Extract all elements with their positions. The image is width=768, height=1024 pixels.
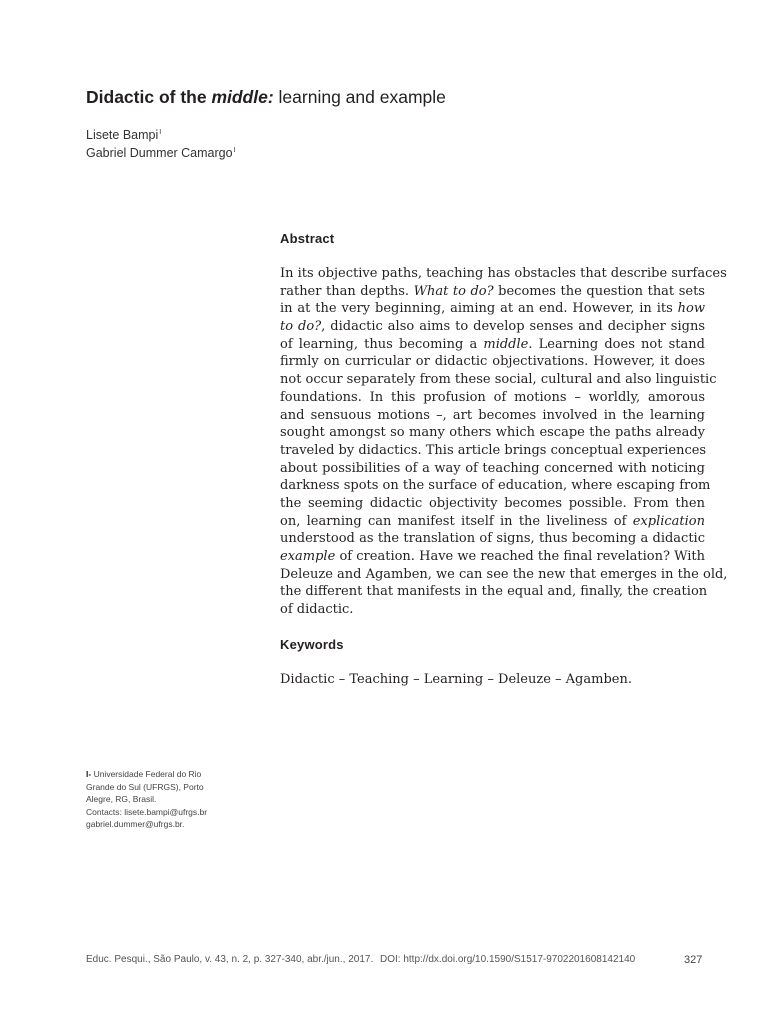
abstract-italic-text: What to do? (413, 283, 494, 299)
abstract-line (280, 495, 705, 513)
author-2 (86, 143, 236, 161)
abstract-text: of didactic. (280, 602, 354, 618)
footnote-line: Contacts: lisete.bampi@ufrgs.br (86, 806, 208, 817)
footnote-line: Alegre, RG, Brasil. (86, 794, 157, 804)
abstract-text: firmly on curricular or didactic objectivations. However, it does (280, 354, 705, 370)
abstract-text: the seeming didactic objectivity becomes possible. From then (280, 495, 705, 511)
footer-doi: DOI: http://dx.doi.org/10.1590/S1517-9702201608142140 (380, 954, 636, 965)
keywords-text: Didactic – Teaching – Learning – Deleuze – Agamben. (280, 672, 632, 687)
abstract-text: . Learning does not stand (528, 336, 705, 352)
abstract-line (280, 424, 705, 442)
affiliation-mark: I (159, 129, 162, 136)
abstract-text: becomes the question that sets (493, 283, 705, 299)
abstract-text: in at the very beginning, aiming at an end. However, in its (280, 301, 678, 317)
abstract-italic-text: explication (632, 513, 705, 529)
affiliation-footnote (86, 768, 226, 831)
abstract-line (280, 477, 711, 495)
title-part-2: middle: (211, 87, 274, 107)
abstract-text: the different that manifests in the equal and, finally, the creation (280, 584, 708, 600)
abstract-line (280, 371, 717, 389)
footer-citation: Educ. Pesqui., São Paulo, v. 43, n. 2, p. 327-340, abr./jun., 2017. (86, 954, 374, 965)
abstract-line (280, 389, 705, 407)
abstract-line (280, 353, 705, 371)
abstract-line (280, 442, 705, 460)
author-1 (86, 125, 161, 143)
abstract-line (280, 566, 728, 584)
footnote-line: Grande do Sul (UFRGS), Porto (86, 781, 204, 792)
abstract-line (280, 300, 705, 318)
keywords-heading: Keywords (280, 637, 344, 652)
abstract-text: not occur separately from these social, cultural and also linguistic (280, 372, 717, 388)
abstract-text: understood as the translation of signs, thus becoming a didactic (280, 531, 705, 547)
title-part-1: Didactic of the (86, 87, 212, 107)
abstract-italic-text: example (280, 549, 336, 564)
abstract-line (280, 336, 705, 354)
abstract-line (280, 460, 705, 478)
abstract-heading: Abstract (280, 231, 335, 246)
abstract-text: In its objective paths, teaching has obstacles that describe surfaces (280, 266, 727, 281)
title-part-3: learning and example (273, 87, 446, 107)
footnote-marker: I- (86, 769, 92, 779)
article-title (86, 86, 726, 108)
abstract-text: darkness spots on the surface of education, where escaping from (280, 478, 711, 494)
abstract-body (280, 265, 728, 619)
abstract-text: , didactic also aims to develop senses and decipher signs (321, 319, 705, 335)
abstract-text: foundations. In this profusion of motions – worldly, amorous (280, 389, 705, 405)
abstract-text: traveled by didactics. This article brings conceptual experiences (280, 442, 707, 458)
abstract-line (280, 407, 705, 425)
abstract-text: of creation. Have we reached the final revelation? With (335, 549, 705, 564)
abstract-line (280, 601, 705, 619)
abstract-text: and sensuous motions –, art becomes involved in the learning (280, 407, 705, 423)
abstract-text: of learning, thus becoming a (280, 336, 484, 352)
abstract-text: Deleuze and Agamben, we can see the new that emerges in the old, (280, 566, 728, 582)
abstract-text: about possibilities of a way of teaching concerned with noticing (280, 460, 705, 476)
abstract-italic-text: how (677, 301, 705, 317)
abstract-line (280, 513, 705, 531)
abstract-italic-text: to do? (280, 319, 322, 335)
affiliation-mark: I (233, 147, 236, 154)
abstract-line (280, 265, 727, 283)
author-name: Lisete Bampi (86, 128, 159, 142)
abstract-text: sought amongst so many others which escape the paths already (280, 425, 705, 441)
footnote-line: Universidade Federal do Rio (91, 769, 202, 779)
abstract-line (280, 548, 705, 566)
abstract-line (280, 283, 705, 301)
abstract-text: rather than depths. (280, 283, 414, 299)
footnote-line: gabriel.dummer@ufrgs.br. (86, 819, 185, 829)
abstract-italic-text: middle (483, 336, 529, 352)
abstract-line (280, 583, 708, 601)
page-number: 327 (684, 954, 703, 966)
abstract-text: on, learning can manifest itself in the liveliness of (280, 513, 633, 529)
abstract-line (280, 318, 705, 336)
author-name: Gabriel Dummer Camargo (86, 146, 233, 160)
abstract-line (280, 530, 705, 548)
